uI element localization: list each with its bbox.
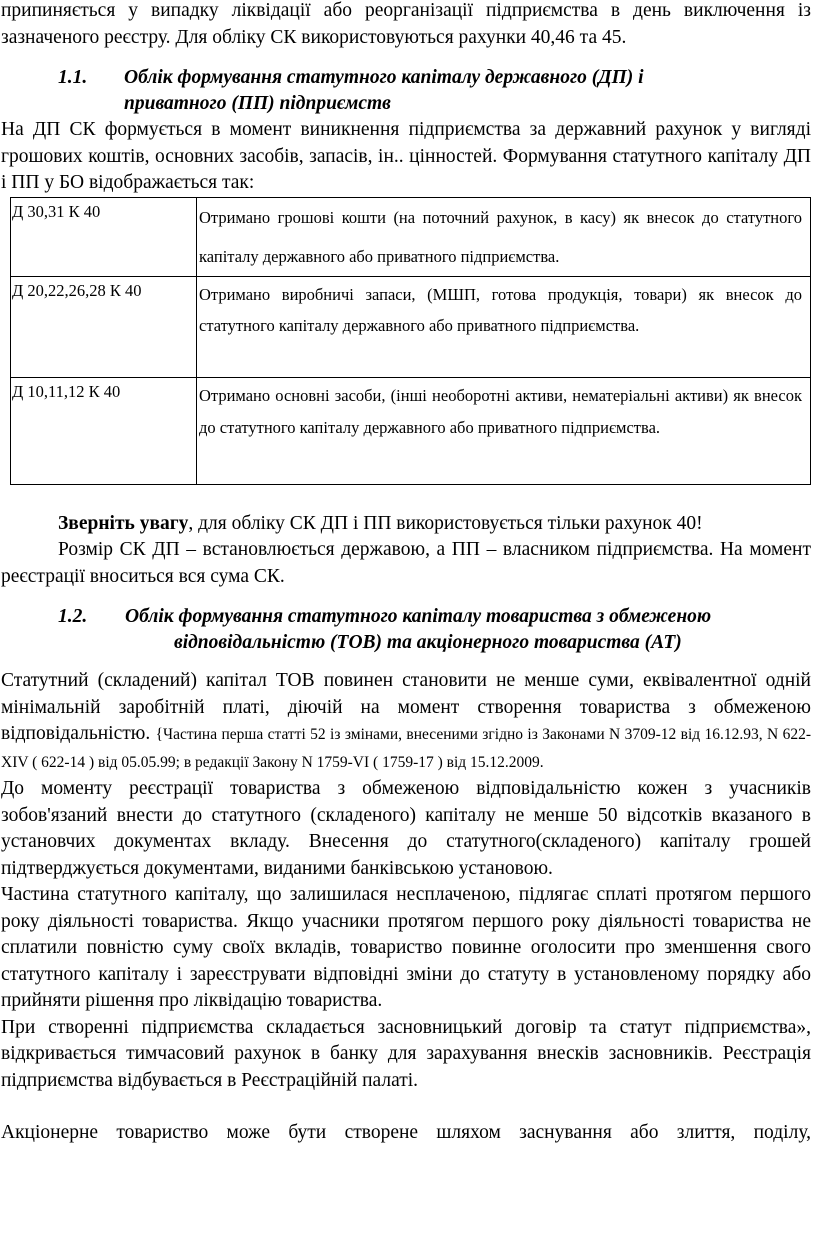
account-cell: Д 30,31 К 40 — [11, 197, 197, 276]
table-row — [11, 377, 811, 484]
account-cell: Д 10,11,12 К 40 — [11, 377, 197, 484]
section-heading-1-2 — [1, 604, 811, 656]
table-row — [11, 276, 811, 377]
section-title-line-2: відповідальністю (ТОВ) та акціонерного товариства (АТ) — [174, 632, 682, 653]
joint-stock-paragraph: Акціонерне товариство може бути створене шляхом заснування або злиття, поділу, — [1, 1122, 811, 1143]
attention-label: Зверніть увагу — [58, 512, 189, 534]
section-title-line-1: Облік формування статутного капіталу державного (ДП) і — [124, 67, 644, 88]
accounting-entries-table — [10, 197, 811, 485]
section-title-line-1: Облік формування статутного капіталу товариства з обмеженою — [125, 606, 712, 627]
creation-paragraph: При створенні підприємства складається засновницький договір та статут підприємства», відкривається тимчасовий рахунок в банку для зарахування внесків засновників. Реєстрація підприємства відбувається в Реєстраційній палаті. — [1, 1016, 811, 1091]
section-title-line-2: приватного (ПП) підприємств — [124, 93, 391, 114]
tov-capital-text: Статутний (складений) капітал ТОВ повинен становити не менше суми, еквівалентної одній мінімальній заробітній платі, діючій на момент створення товариства з обмеженою відповідальністю. — [1, 670, 811, 744]
attention-paragraph — [1, 511, 811, 538]
registration-paragraph: До моменту реєстрації товариства з обмеженою відповідальністю кожен з учасників зобов'язаний внести до статутного (складеного) капіталу не менше 50 відсотків вказаного в установчих документах вкладу. Внесення до статутного(складеного) капіталу грошей підтверджується документами, виданими банківською установою. — [1, 778, 811, 879]
section-number: 1.2. — [58, 606, 88, 627]
section-number: 1.1. — [58, 67, 88, 88]
dp-paragraph: На ДП СК формується в момент виникнення підприємства за державний рахунок у вигляді грошових коштів, основних засобів, запасів, ін.. цінностей. Формування статутного капіталу ДП і ПП у БО відображається так: — [1, 119, 811, 193]
size-paragraph: Розмір СК ДП – встановлюється державою, а ПП – власником підприємства. На момент реєстрації вноситься вся сума СК. — [1, 539, 811, 587]
account-cell: Д 20,22,26,28 К 40 — [11, 276, 197, 377]
unpaid-capital-paragraph: Частина статутного капіталу, що залишилася несплаченою, підлягає сплаті протягом першого року діяльності товариства. Якщо учасники протягом першого року діяльності товариства не сплатили повністю суму своїх вкладів, товариство повинне оголосити про зменшення свого статутного капіталу і зареєструвати відповідні зміни до статуту в установленому порядку або прийняти рішення про ліквідацію товариства. — [1, 884, 811, 1011]
description-cell: Отримано грошові кошти (на поточний рахунок, в касу) як внесок до статутного капіталу державного або приватного підприємства. — [197, 197, 811, 276]
section-heading-1-1 — [1, 65, 811, 117]
table-row — [11, 197, 811, 276]
description-cell: Отримано виробничі запаси, (МШП, готова продукція, товари) як внесок до статутного капіталу державного або приватного підприємства. — [197, 276, 811, 377]
attention-text: , для обліку СК ДП і ПП використовується тільки рахунок 40! — [188, 512, 703, 534]
intro-paragraph: припиняється у випадку ліквідації або реорганізації підприємства в день виключення із зазначеного реєстру. Для обліку СК використовуються рахунки 40,46 та 45. — [1, 0, 811, 48]
law-reference: {Частина перша статті 52 із змінами, внесеними згідно із Законами N 3709-12 від 16.12.93, N 622-XIV ( 622-14 ) від 05.05.99; в редакції Закону N 1759-VI ( 1759-17 ) від 15.12.2009. — [1, 726, 812, 771]
description-cell: Отримано основні засоби, (інші необоротні активи, нематеріальні активи) як внесок до статутного капіталу державного або приватного підприємства. — [197, 377, 811, 484]
tov-capital-paragraph — [1, 668, 811, 776]
